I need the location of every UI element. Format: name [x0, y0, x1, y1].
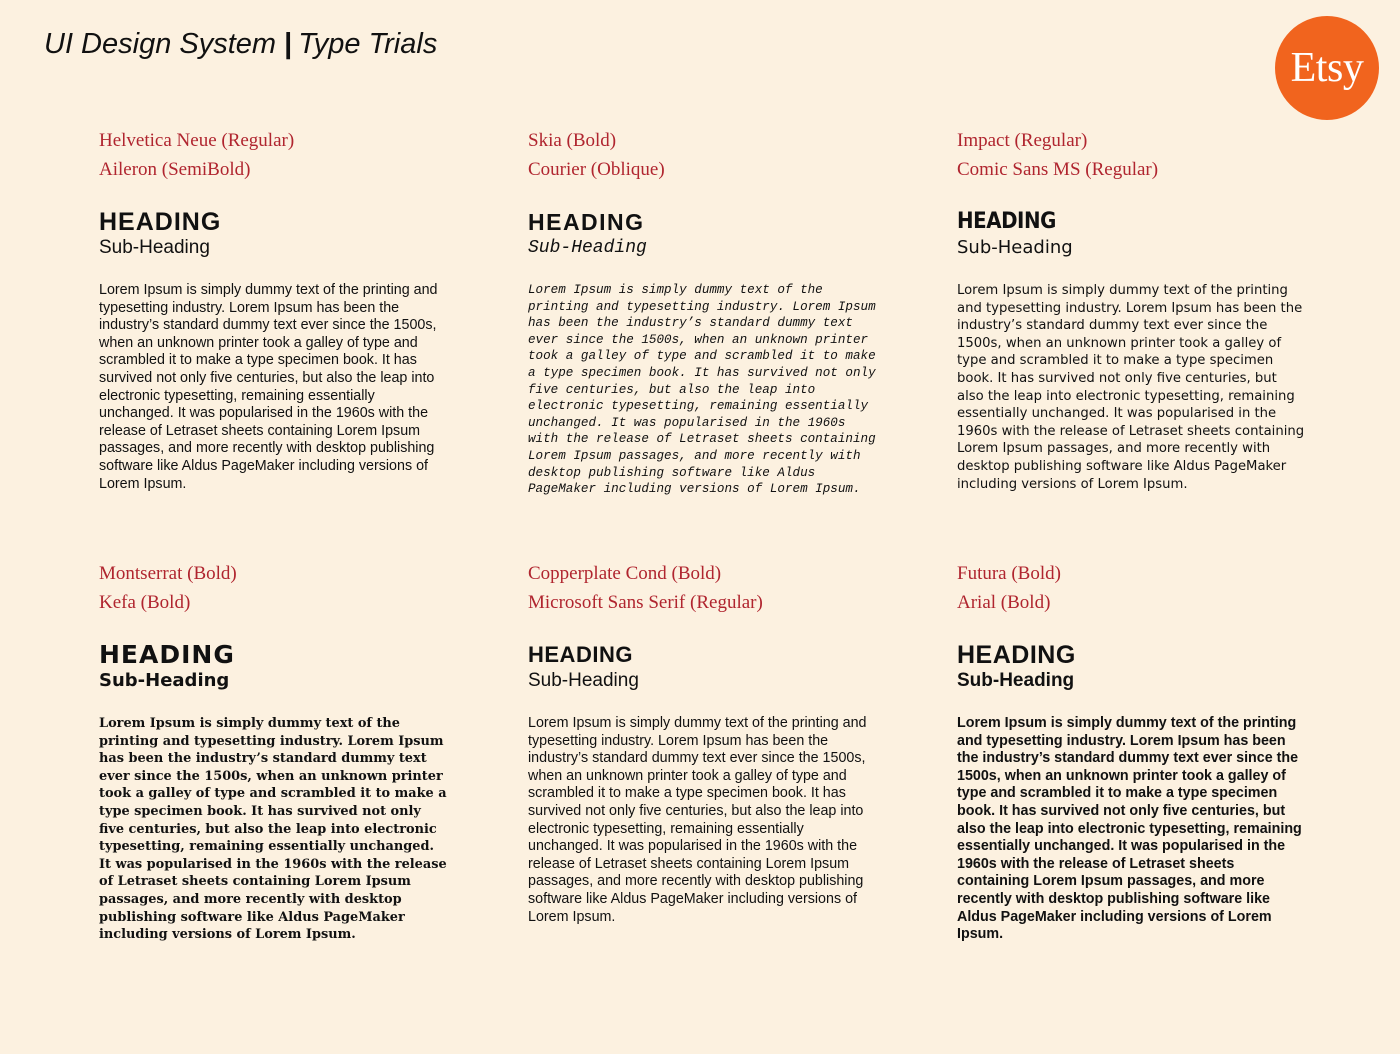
font-name-primary: Montserrat (Bold) [99, 563, 237, 584]
page-title [44, 26, 437, 62]
font-name-secondary: Courier (Oblique) [528, 159, 665, 180]
sample-heading: HEADING [957, 641, 1076, 669]
font-name-secondary: Aileron (SemiBold) [99, 159, 251, 180]
sample-heading: HEADING [528, 642, 633, 667]
type-card-1 [99, 126, 459, 493]
type-card-5 [528, 559, 888, 926]
sample-subheading: Sub-Heading [99, 237, 210, 258]
sample-body-text: Lorem Ipsum is simply dummy text of the printing and typesetting industry. Lorem Ipsum has been the industry’s standard dummy text ever since the 1500s, when an unknown printer took a galley of type and scrambled it to make a type specimen book. It has survived not only five centuries, but also the leap into electronic typesetting, remaining essentially unchanged. It was popularised in the 1960s with the release of Letraset sheets containing Lorem Ipsum passages, and more recently with desktop publishing software like Aldus PageMaker including versions of Lorem Ipsum. [957, 715, 1302, 943]
sample-subheading: Sub-Heading [957, 237, 1073, 258]
sample-heading: HEADING [528, 209, 645, 235]
sample-body-text: Lorem Ipsum is simply dummy text of the printing and typesetting industry. Lorem Ipsum has been the industry’s standard dummy text ever since the 1500s, when an unknown printer took a galley of type and scrambled it to make a type specimen book. It has survived not only five centuries, but also the leap into electronic typesetting, remaining essentially unchanged. It was popularised in the 1960s with the release of Letraset sheets containing Lorem Ipsum passages, and more recently with desktop publishing software like Aldus PageMaker including versions of Lorem Ipsum. [99, 716, 447, 943]
type-card-6 [957, 559, 1317, 944]
page-title-subtitle: Type Trials [298, 28, 438, 60]
sample-body-text: Lorem Ipsum is simply dummy text of the printing and typesetting industry. Lorem Ipsum has been the industry’s standard dummy text ever since the 1500s, when an unknown printer took a galley of type and scrambled it to make a type specimen book. It has survived not only five centuries, but also the leap into electronic typesetting, remaining essentially unchanged. It was popularised in the 1960s with the release of Letraset sheets containing Lorem Ipsum passages, and more recently with desktop publishing software like Aldus PageMaker including versions of Lorem Ipsum. [957, 283, 1305, 492]
sample-subheading: Sub-Heading [528, 238, 647, 258]
sample-subheading: Sub-Heading [957, 670, 1075, 691]
font-name-primary: Skia (Bold) [528, 130, 617, 151]
sample-body-text: Lorem Ipsum is simply dummy text of the printing and typesetting industry. Lorem Ipsum has been the industry’s standard dummy text ever since the 1500s, when an unknown printer took a galley of type and scrambled it to make a type specimen book. It has survived not only five centuries, but also the leap into electronic typesetting, remaining essentially unchanged. It was popularised in the 1960s with the release of Letraset sheets containing Lorem Ipsum passages, and more recently with desktop publishing software like Aldus PageMaker including versions of Lorem Ipsum. [99, 282, 438, 492]
font-name-primary: Helvetica Neue (Regular) [99, 130, 295, 151]
sample-body-text: Lorem Ipsum is simply dummy text of the printing and typesetting industry. Lorem Ipsum has been the industry’s standard dummy text ever since the 1500s, when an unknown printer took a galley of type and scrambled it to make a type specimen book. It has survived not only five centuries, but also the leap into electronic typesetting, remaining essentially unchanged. It was popularised in the 1960s with the release of Letraset sheets containing Lorem Ipsum passages, and more recently with desktop publishing software like Aldus PageMaker including versions of Lorem Ipsum. [528, 283, 876, 497]
font-name-secondary: Kefa (Bold) [99, 592, 191, 613]
font-name-secondary: Arial (Bold) [957, 592, 1051, 613]
type-card-4 [99, 559, 459, 944]
font-name-secondary: Microsoft Sans Serif (Regular) [528, 592, 763, 613]
font-name-primary: Impact (Regular) [957, 130, 1088, 151]
font-name-secondary: Comic Sans MS (Regular) [957, 159, 1159, 180]
sample-heading: HEADING [99, 640, 235, 669]
font-name-primary: Copperplate Cond (Bold) [528, 563, 722, 584]
sample-subheading: Sub-Heading [528, 670, 639, 691]
etsy-logo: Etsy [1275, 16, 1379, 120]
font-name-primary: Futura (Bold) [957, 563, 1061, 584]
page-title-separator: | [284, 28, 293, 60]
sample-heading: HEADING [99, 208, 222, 236]
type-card-2 [528, 126, 888, 498]
type-card-3 [957, 126, 1317, 493]
page-title-main: UI Design System [44, 28, 277, 60]
sample-heading: HEADING [957, 209, 1056, 234]
sample-body-text: Lorem Ipsum is simply dummy text of the printing and typesetting industry. Lorem Ipsum has been the industry’s standard dummy text ever since the 1500s, when an unknown printer took a galley of type and scrambled it to make a type specimen book. It has survived not only five centuries, but also the leap into electronic typesetting, remaining essentially unchanged. It was popularised in the 1960s with the release of Letraset sheets containing Lorem Ipsum passages, and more recently with desktop publishing software like Aldus PageMaker including versions of Lorem Ipsum. [528, 715, 867, 925]
sample-subheading: Sub-Heading [99, 670, 230, 691]
